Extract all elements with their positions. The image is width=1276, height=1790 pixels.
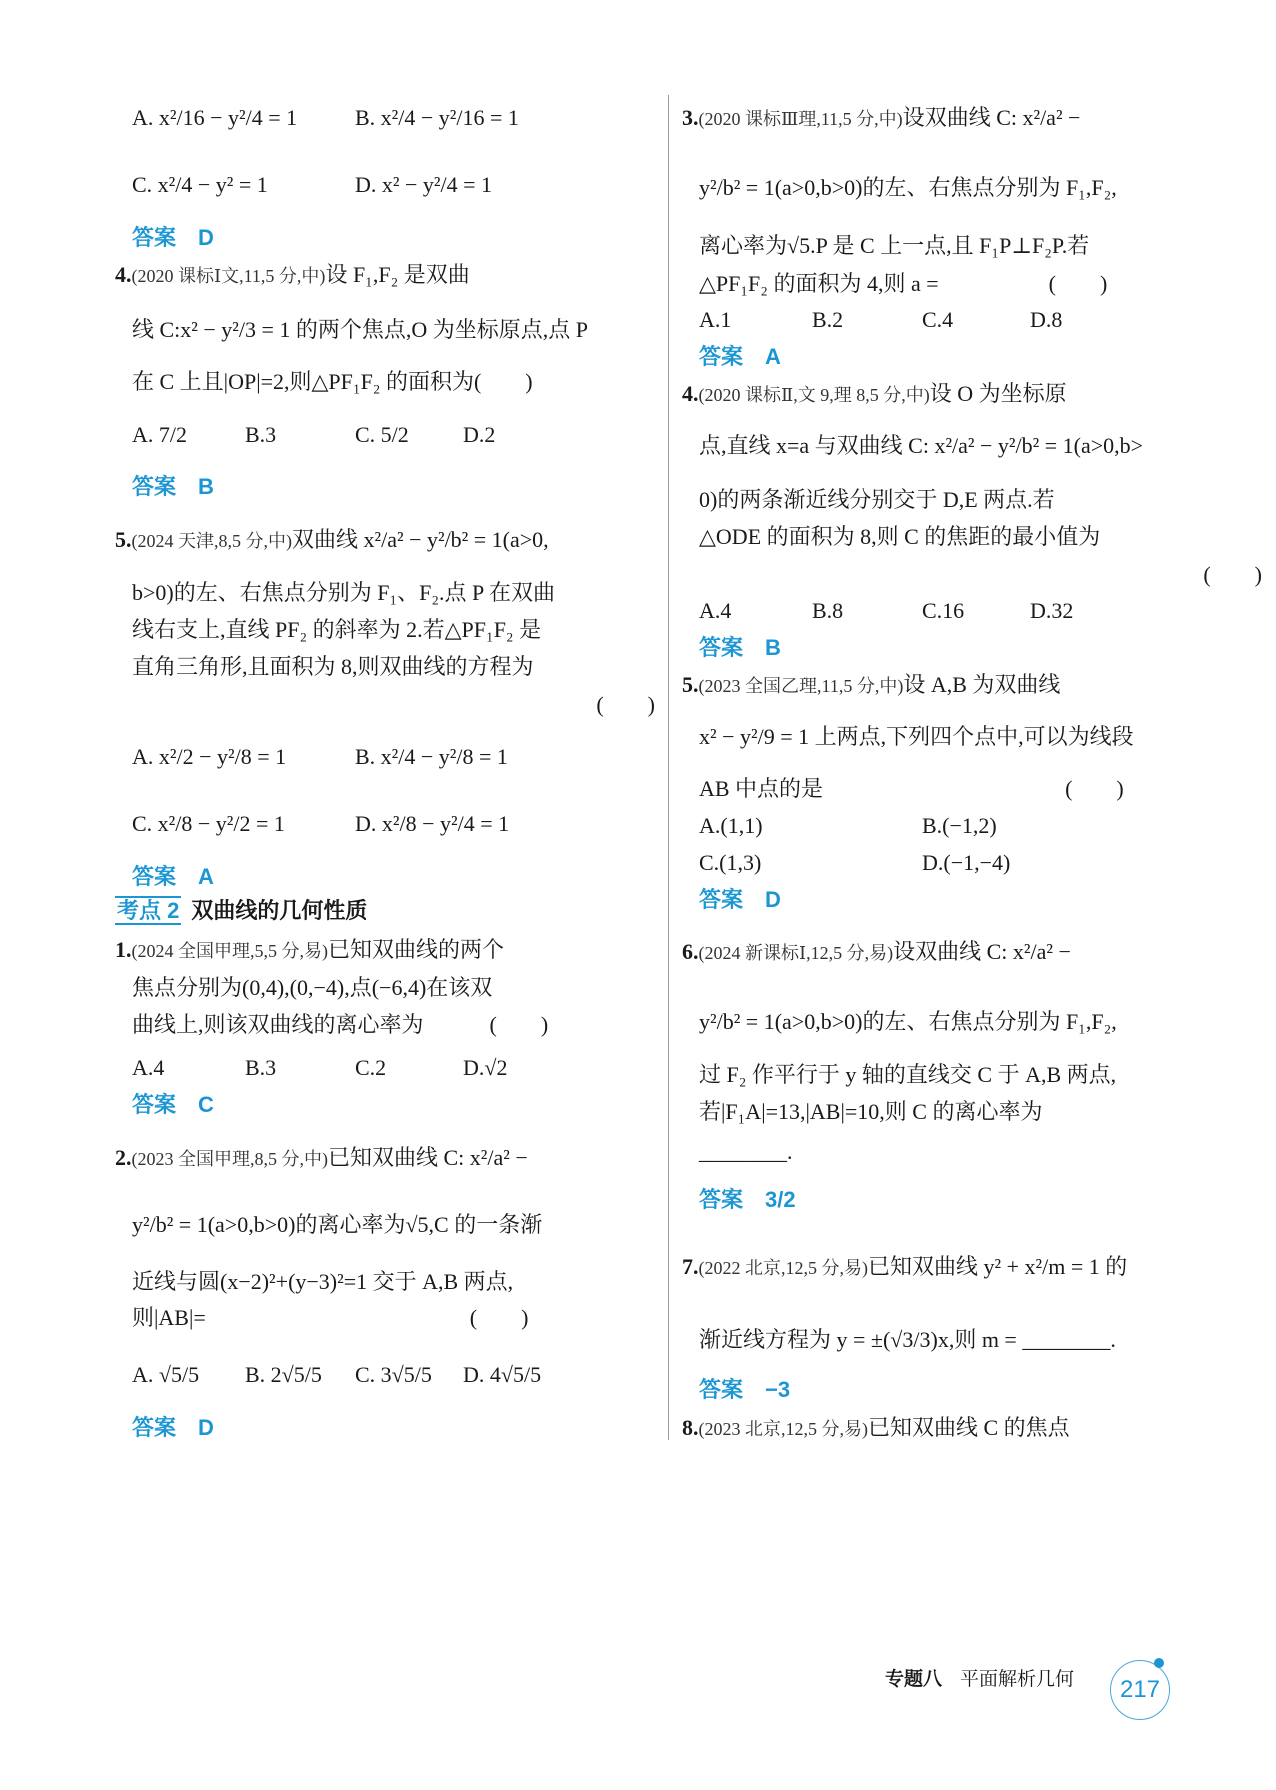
answer-value: D — [765, 887, 781, 912]
option: B.3 — [245, 422, 277, 447]
option: C. x²/4 − y² = 1 — [132, 172, 268, 197]
text-line: 近线与圆(x−2)²+(y−3)²=1 交于 A,B 两点, — [132, 1269, 514, 1294]
answer-blank-paren: ( ) — [1203, 562, 1262, 587]
question-text: 设 A,B 为双曲线 — [903, 672, 1061, 697]
text-line: 过 F₂ 作平行于 y 轴的直线交 C 于 A,B 两点, — [699, 1062, 1117, 1087]
option: D.8 — [1030, 307, 1063, 332]
answer-label: 答案 — [699, 887, 744, 912]
question-number: 4. — [115, 262, 132, 287]
question-source: (2023 北京,12,5 分,易) — [698, 1419, 868, 1439]
answer-label: 答案 — [699, 344, 744, 369]
answer-value: C — [198, 1092, 214, 1117]
option: A.1 — [699, 307, 732, 332]
question-number: 3. — [682, 105, 699, 130]
answer — [132, 1414, 214, 1442]
question-line — [115, 936, 655, 965]
answer — [699, 1376, 790, 1404]
text-line: 0)的两条渐近线分别交于 D,E 两点.若 — [699, 487, 1055, 512]
option: C. 5/2 — [355, 422, 409, 447]
question-line — [682, 671, 1262, 700]
answer-label: 答案 — [699, 1187, 744, 1212]
option: A.(1,1) — [699, 813, 763, 838]
answer-value: A — [765, 344, 781, 369]
text-line: 线右支上,直线 PF₂ 的斜率为 2.若△PF₁F₂ 是 — [132, 617, 542, 642]
option: B. x²/4 − y²/16 = 1 — [355, 105, 519, 130]
question-text: 设双曲线 C: x²/a² − — [902, 105, 1081, 130]
question-text: 已知双曲线 y² + x²/m = 1 的 — [868, 1254, 1128, 1279]
option: D.2 — [463, 422, 496, 447]
question-line — [682, 1414, 1262, 1443]
option: A. 7/2 — [132, 422, 187, 447]
text-line: 曲线上,则该双曲线的离心率为 ( ) — [132, 1012, 549, 1037]
option: C. x²/8 − y²/2 = 1 — [132, 811, 285, 836]
option: C. 3√5/5 — [355, 1362, 432, 1387]
text-line: 渐近线方程为 y = ±(√3/3)x,则 m = ________. — [699, 1327, 1116, 1352]
option: D.√2 — [463, 1055, 508, 1080]
question-number: 6. — [682, 939, 699, 964]
question-text: 设 F₁,F₂ 是双曲 — [325, 262, 470, 287]
option: A.4 — [132, 1055, 165, 1080]
answer — [132, 224, 214, 252]
question-source: (2020 课标Ⅱ,文 9,理 8,5 分,中) — [698, 385, 930, 405]
option: C.16 — [922, 598, 965, 623]
text-line: y²/b² = 1(a>0,b>0)的离心率为√5,C 的一条渐 — [132, 1212, 543, 1237]
option: B.3 — [245, 1055, 277, 1080]
question-text: 已知双曲线 C 的焦点 — [868, 1415, 1070, 1440]
text-line: 点,直线 x=a 与双曲线 C: x²/a² − y²/b² = 1(a>0,b> — [699, 433, 1144, 458]
question-source: (2023 全国乙理,11,5 分,中) — [698, 676, 904, 696]
option: D.(−1,−4) — [922, 850, 1011, 875]
option: D. 4√5/5 — [463, 1362, 542, 1387]
text-line: y²/b² = 1(a>0,b>0)的左、右焦点分别为 F₁,F₂, — [699, 175, 1117, 200]
answer-label: 答案 — [132, 225, 177, 250]
answer — [699, 886, 781, 914]
option: C.4 — [922, 307, 954, 332]
question-number: 5. — [115, 527, 132, 552]
question-line — [682, 938, 1262, 967]
question-text: 已知双曲线的两个 — [328, 937, 505, 962]
question-number: 7. — [682, 1254, 699, 1279]
footer — [885, 1664, 1074, 1691]
question-text: 已知双曲线 C: x²/a² − — [328, 1145, 528, 1170]
text-line: AB 中点的是 ( ) — [699, 776, 1124, 801]
footer-topic: 专题八 — [885, 1669, 943, 1690]
footer-title: 平面解析几何 — [960, 1669, 1075, 1690]
answer — [132, 473, 214, 501]
answer-label: 答案 — [132, 1415, 177, 1440]
option: D.32 — [1030, 598, 1074, 623]
answer — [132, 863, 214, 891]
question-number: 8. — [682, 1415, 699, 1440]
answer-value: B — [198, 474, 214, 499]
question-line — [115, 1144, 655, 1173]
answer-label: 答案 — [699, 635, 744, 660]
option: A. x²/16 − y²/4 = 1 — [132, 105, 298, 130]
option: A.4 — [699, 598, 732, 623]
question-source: (2022 北京,12,5 分,易) — [698, 1258, 868, 1278]
option: B.8 — [812, 598, 844, 623]
question-number: 4. — [682, 381, 699, 406]
text-line: 直角三角形,且面积为 8,则双曲线的方程为 — [132, 654, 534, 679]
option: A. x²/2 − y²/8 = 1 — [132, 744, 287, 769]
answer-value: D — [198, 225, 214, 250]
question-source: (2024 全国甲理,5,5 分,易) — [131, 941, 328, 961]
question-number: 5. — [682, 672, 699, 697]
question-text: 设双曲线 C: x²/a² − — [893, 939, 1071, 964]
text-line: x² − y²/9 = 1 上两点,下列四个点中,可以为线段 — [699, 724, 1134, 749]
text-line: 在 C 上且|OP|=2,则△PF₁F₂ 的面积为( ) — [132, 369, 533, 394]
option: B.(−1,2) — [922, 813, 997, 838]
question-source: (2020 课标Ⅲ理,11,5 分,中) — [698, 109, 903, 129]
text-line: 离心率为√5.P 是 C 上一点,且 F₁P⊥F₂P.若 — [699, 233, 1090, 258]
section-tag: 考点 2 — [117, 898, 180, 923]
question-source: (2024 天津,8,5 分,中) — [131, 531, 292, 551]
question-source: (2023 全国甲理,8,5 分,中) — [131, 1149, 328, 1169]
answer — [132, 1091, 214, 1119]
text-line: △ODE 的面积为 8,则 C 的焦距的最小值为 — [699, 524, 1101, 549]
answer — [699, 1186, 796, 1214]
answer-value: 3/2 — [765, 1187, 796, 1212]
text-line: 若|F₁A|=13,|AB|=10,则 C 的离心率为 — [699, 1099, 1043, 1124]
option: A. √5/5 — [132, 1362, 200, 1387]
answer-value: B — [765, 635, 781, 660]
option: B.2 — [812, 307, 844, 332]
question-line — [115, 261, 655, 290]
text-line: 则|AB|= ( ) — [132, 1305, 529, 1330]
option: B. x²/4 − y²/8 = 1 — [355, 744, 508, 769]
answer-label: 答案 — [132, 474, 177, 499]
answer-value: D — [198, 1415, 214, 1440]
page-number-dot — [1154, 1658, 1164, 1668]
section-title: 双曲线的几何性质 — [191, 898, 368, 923]
answer-value: A — [198, 864, 214, 889]
option: D. x²/8 − y²/4 = 1 — [355, 811, 510, 836]
question-text: 设 O 为坐标原 — [929, 381, 1067, 406]
answer-label: 答案 — [132, 1092, 177, 1117]
column-divider — [668, 95, 669, 1440]
text-line: △PF₁F₂ 的面积为 4,则 a = ( ) — [699, 271, 1108, 296]
option: D. x² − y²/4 = 1 — [355, 172, 493, 197]
page-number: 217 — [1110, 1660, 1170, 1720]
text-line: y²/b² = 1(a>0,b>0)的左、右焦点分别为 F₁,F₂, — [699, 1009, 1117, 1034]
answer-value: −3 — [765, 1377, 791, 1402]
option: B. 2√5/5 — [245, 1362, 322, 1387]
text-line: ________. — [699, 1139, 793, 1164]
question-text: 双曲线 x²/a² − y²/b² = 1(a>0, — [292, 527, 549, 552]
option: C.2 — [355, 1055, 387, 1080]
text-line: b>0)的左、右焦点分别为 F₁、F₂.点 P 在双曲 — [132, 580, 555, 605]
answer — [699, 343, 781, 371]
text-line: 线 C:x² − y²/3 = 1 的两个焦点,O 为坐标原点,点 P — [132, 317, 589, 342]
question-source: (2020 课标Ⅰ文,11,5 分,中) — [131, 266, 326, 286]
question-line — [682, 104, 1262, 133]
question-line — [682, 380, 1262, 409]
question-number: 1. — [115, 937, 132, 962]
option: C.(1,3) — [699, 850, 762, 875]
answer-blank-paren: ( ) — [596, 692, 655, 717]
question-source: (2024 新课标Ⅰ,12,5 分,易) — [698, 943, 894, 963]
question-line — [115, 526, 655, 555]
section-heading — [115, 897, 367, 925]
answer — [699, 634, 781, 662]
text-line: 焦点分别为(0,4),(0,−4),点(−6,4)在该双 — [132, 975, 493, 1000]
question-line — [682, 1253, 1262, 1282]
answer-label: 答案 — [699, 1377, 744, 1402]
answer-label: 答案 — [132, 864, 177, 889]
question-number: 2. — [115, 1145, 132, 1170]
